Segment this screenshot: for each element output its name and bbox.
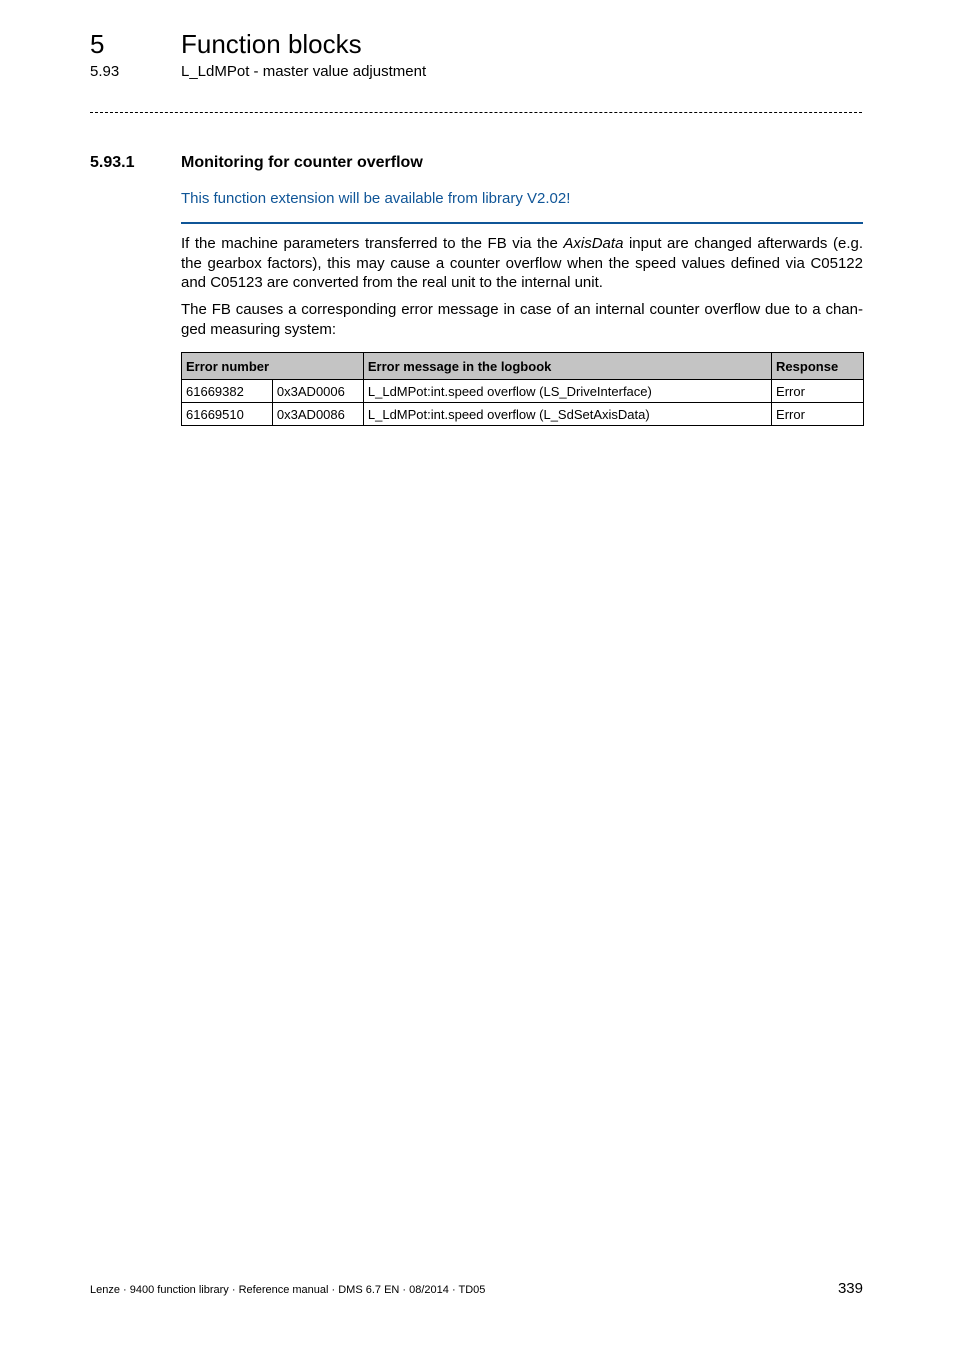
page-number: 339: [837, 1280, 863, 1297]
cell-response: Error: [772, 403, 864, 426]
cell-error-message: L_LdMPot:int.speed overflow (L_SdSetAxisData): [363, 403, 771, 426]
section-number-header: 5.93: [90, 63, 120, 80]
cell-error-decimal: 61669510: [182, 403, 273, 426]
paragraph-error-message: The FB causes a corresponding error message in case of an internal counter overflow due to a chan-ged measuring system:: [181, 301, 863, 338]
paragraph1-after: input are changed afterwards (e.g. the gearbox factors), this may cause a counter overflow when the speed values defined via C05122 and C05123 are converted from the real unit to the internal unit.: [181, 235, 863, 291]
header-error-number: Error number: [182, 353, 364, 380]
header-error-message: Error message in the logbook: [363, 353, 771, 380]
table-row: [182, 380, 864, 403]
header-response: Response: [772, 353, 864, 380]
footer-text: Lenze · 9400 function library · Reference manual · DMS 6.7 EN · 08/2014 · TD05: [90, 1284, 486, 1296]
cell-error-hex: 0x3AD0006: [272, 380, 363, 403]
cell-response: Error: [772, 380, 864, 403]
axisdata-emphasis: AxisData: [563, 235, 624, 252]
subsection-number: 5.93.1: [90, 154, 135, 171]
table-row: [182, 403, 864, 426]
paragraph-machine-parameters: [181, 234, 863, 293]
section-title-header: L_LdMPot - master value adjustment: [181, 63, 427, 80]
header-divider: [90, 112, 862, 113]
error-table: [181, 352, 864, 426]
cell-error-message: L_LdMPot:int.speed overflow (LS_DriveInterface): [363, 380, 771, 403]
chapter-number: 5: [90, 29, 105, 59]
cell-error-decimal: 61669382: [182, 380, 273, 403]
note-underline: [181, 222, 863, 224]
paragraph1-before: If the machine parameters transferred to the FB via the: [181, 235, 564, 252]
cell-error-hex: 0x3AD0086: [272, 403, 363, 426]
subsection-title: Monitoring for counter overflow: [181, 154, 423, 171]
table-header-row: [182, 353, 864, 380]
chapter-title: Function blocks: [181, 29, 362, 59]
availability-note: This function extension will be available from library V2.02!: [181, 190, 571, 207]
